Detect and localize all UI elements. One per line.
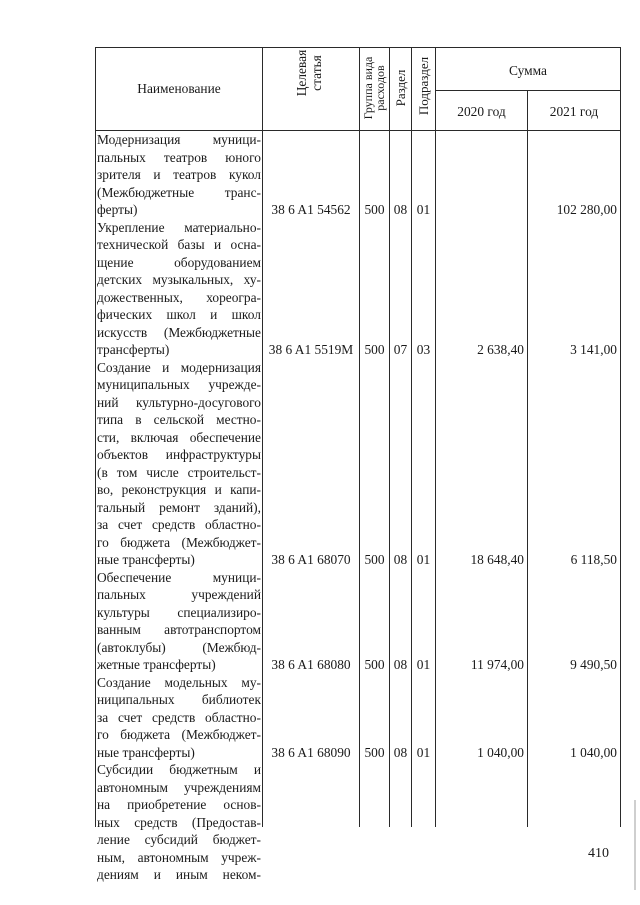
row-name-line: щение оборудованием (97, 254, 261, 270)
sum-subheader-divider (435, 90, 621, 91)
row-name-line: дениям и иным неком- (97, 867, 261, 882)
row-name-line: сти, включая обеспечение (97, 429, 261, 445)
row-subsection: 01 (416, 744, 431, 760)
row-subsection: 01 (416, 657, 431, 672)
row-name-line: во, реконструкция и капи- (97, 482, 261, 497)
col-divider-subsection (435, 47, 436, 827)
row-target-code: 38 6 A1 68070 (271, 552, 351, 567)
scan-edge-mark (634, 800, 636, 890)
row-name-line: типа в сельской местно- (97, 412, 261, 427)
header-sum: Сумма (509, 63, 547, 78)
row-name-line: (Межбюджетные транс- (97, 184, 261, 200)
row-name-line: ные трансферты) (97, 744, 195, 760)
row-name-line: тальный ремонт зданий), (97, 499, 261, 515)
row-subsection: 01 (416, 552, 431, 567)
row-name-line: го бюджета (Межбюджет- (97, 534, 261, 550)
row-name-line: культуры специализиро- (97, 604, 261, 620)
row-amount-2020: 1 040,00 (477, 744, 524, 760)
row-name-line: ные трансферты) (97, 552, 195, 567)
row-name-line: технической базы и осна- (97, 237, 261, 252)
row-name-line: Создание и модернизация (97, 359, 261, 375)
row-name-line: детских музыкальных, ху- (97, 272, 261, 287)
row-expense-group: 500 (364, 552, 385, 567)
row-target-code: 38 6 A1 5519M (268, 342, 354, 357)
header-target: Целевая статья (294, 49, 324, 97)
row-name-line: ванным автотранспортом (97, 622, 261, 637)
header-section: Раздел (393, 69, 408, 107)
row-subsection: 01 (416, 202, 431, 217)
row-name-line: Обеспечение муници- (97, 569, 261, 585)
row-name-line: муниципальных учрежде- (97, 377, 261, 392)
col-divider-section (411, 47, 412, 827)
row-amount-2020: 2 638,40 (477, 342, 524, 357)
row-section: 08 (393, 744, 408, 760)
row-target-code: 38 6 A1 68080 (271, 657, 351, 672)
row-name-line: жетные трансферты) (97, 657, 216, 672)
row-expense-group: 500 (364, 342, 385, 357)
row-name-line: объектов инфраструктуры (97, 447, 261, 462)
table-left-border (95, 47, 96, 827)
row-name-line: (автоклубы) (Межбюд- (97, 639, 261, 655)
table-top-border (95, 47, 621, 48)
row-name-line: пальных учреждений (97, 587, 261, 602)
row-amount-2020: 11 974,00 (470, 657, 524, 672)
col-divider-group (389, 47, 390, 827)
row-name-line: ний культурно-досугового (97, 394, 261, 410)
header-name: Наименование (137, 81, 221, 96)
row-name-line: Субсидии бюджетным и (97, 762, 261, 777)
row-section: 08 (393, 202, 408, 217)
row-section: 08 (393, 552, 408, 567)
row-name-line: на приобретение основ- (97, 797, 261, 812)
row-target-code: 38 6 A1 54562 (271, 202, 351, 217)
row-name-line: Модернизация муници- (97, 132, 261, 147)
row-name-line: ных средств (Предостав- (97, 814, 261, 830)
row-name-line: ление субсидий бюджет- (97, 832, 261, 847)
row-name-line: искусств (Межбюджетные (97, 324, 261, 340)
header-year-2020: 2020 год (457, 104, 506, 119)
row-name-line: автономным учреждениям (97, 779, 261, 795)
header-subsection: Подраздел (416, 56, 431, 116)
row-expense-group: 500 (364, 744, 385, 760)
table-right-border (620, 47, 621, 827)
row-name-line: за счет средств областно- (97, 709, 261, 725)
row-name-line: Создание модельных му- (97, 674, 261, 690)
row-amount-2021: 3 141,00 (570, 342, 617, 357)
row-subsection: 03 (416, 342, 431, 357)
row-name-line: ным, автономным учреж- (97, 849, 261, 865)
row-name-line: пальных театров юного (97, 149, 261, 165)
row-name-line: (в том числе строительст- (97, 464, 261, 480)
header-year-2021: 2021 год (549, 104, 599, 119)
row-name-line: го бюджета (Межбюджет- (97, 727, 261, 742)
row-name-line: ферты) (97, 202, 138, 217)
row-target-code: 38 6 A1 68090 (271, 744, 351, 760)
row-amount-2021: 6 118,50 (570, 552, 617, 567)
row-expense-group: 500 (364, 657, 385, 672)
row-name-line: за счет средств областно- (97, 517, 261, 532)
header-group: Группа вида расходов (361, 56, 387, 120)
row-amount-2021: 102 280,00 (556, 202, 617, 217)
row-section: 07 (393, 342, 408, 357)
row-name-line: фических школ и школ (97, 307, 261, 322)
row-name-line: ниципальных библиотек (97, 692, 261, 707)
col-divider-name (262, 47, 263, 827)
row-amount-2021: 9 490,50 (570, 657, 617, 672)
row-amount-2020: 18 648,40 (470, 552, 524, 567)
page-number: 410 (588, 846, 609, 861)
row-name-line: трансферты) (97, 342, 170, 357)
row-expense-group: 500 (364, 202, 385, 217)
row-amount-2021: 1 040,00 (570, 744, 617, 760)
row-name-line: дожественных, хореогра- (97, 289, 261, 305)
row-name-line: Укрепление материально- (97, 219, 261, 235)
row-name-line: зрителя и театров кукол (97, 167, 261, 182)
row-section: 08 (393, 657, 408, 672)
col-divider-code (359, 47, 360, 827)
